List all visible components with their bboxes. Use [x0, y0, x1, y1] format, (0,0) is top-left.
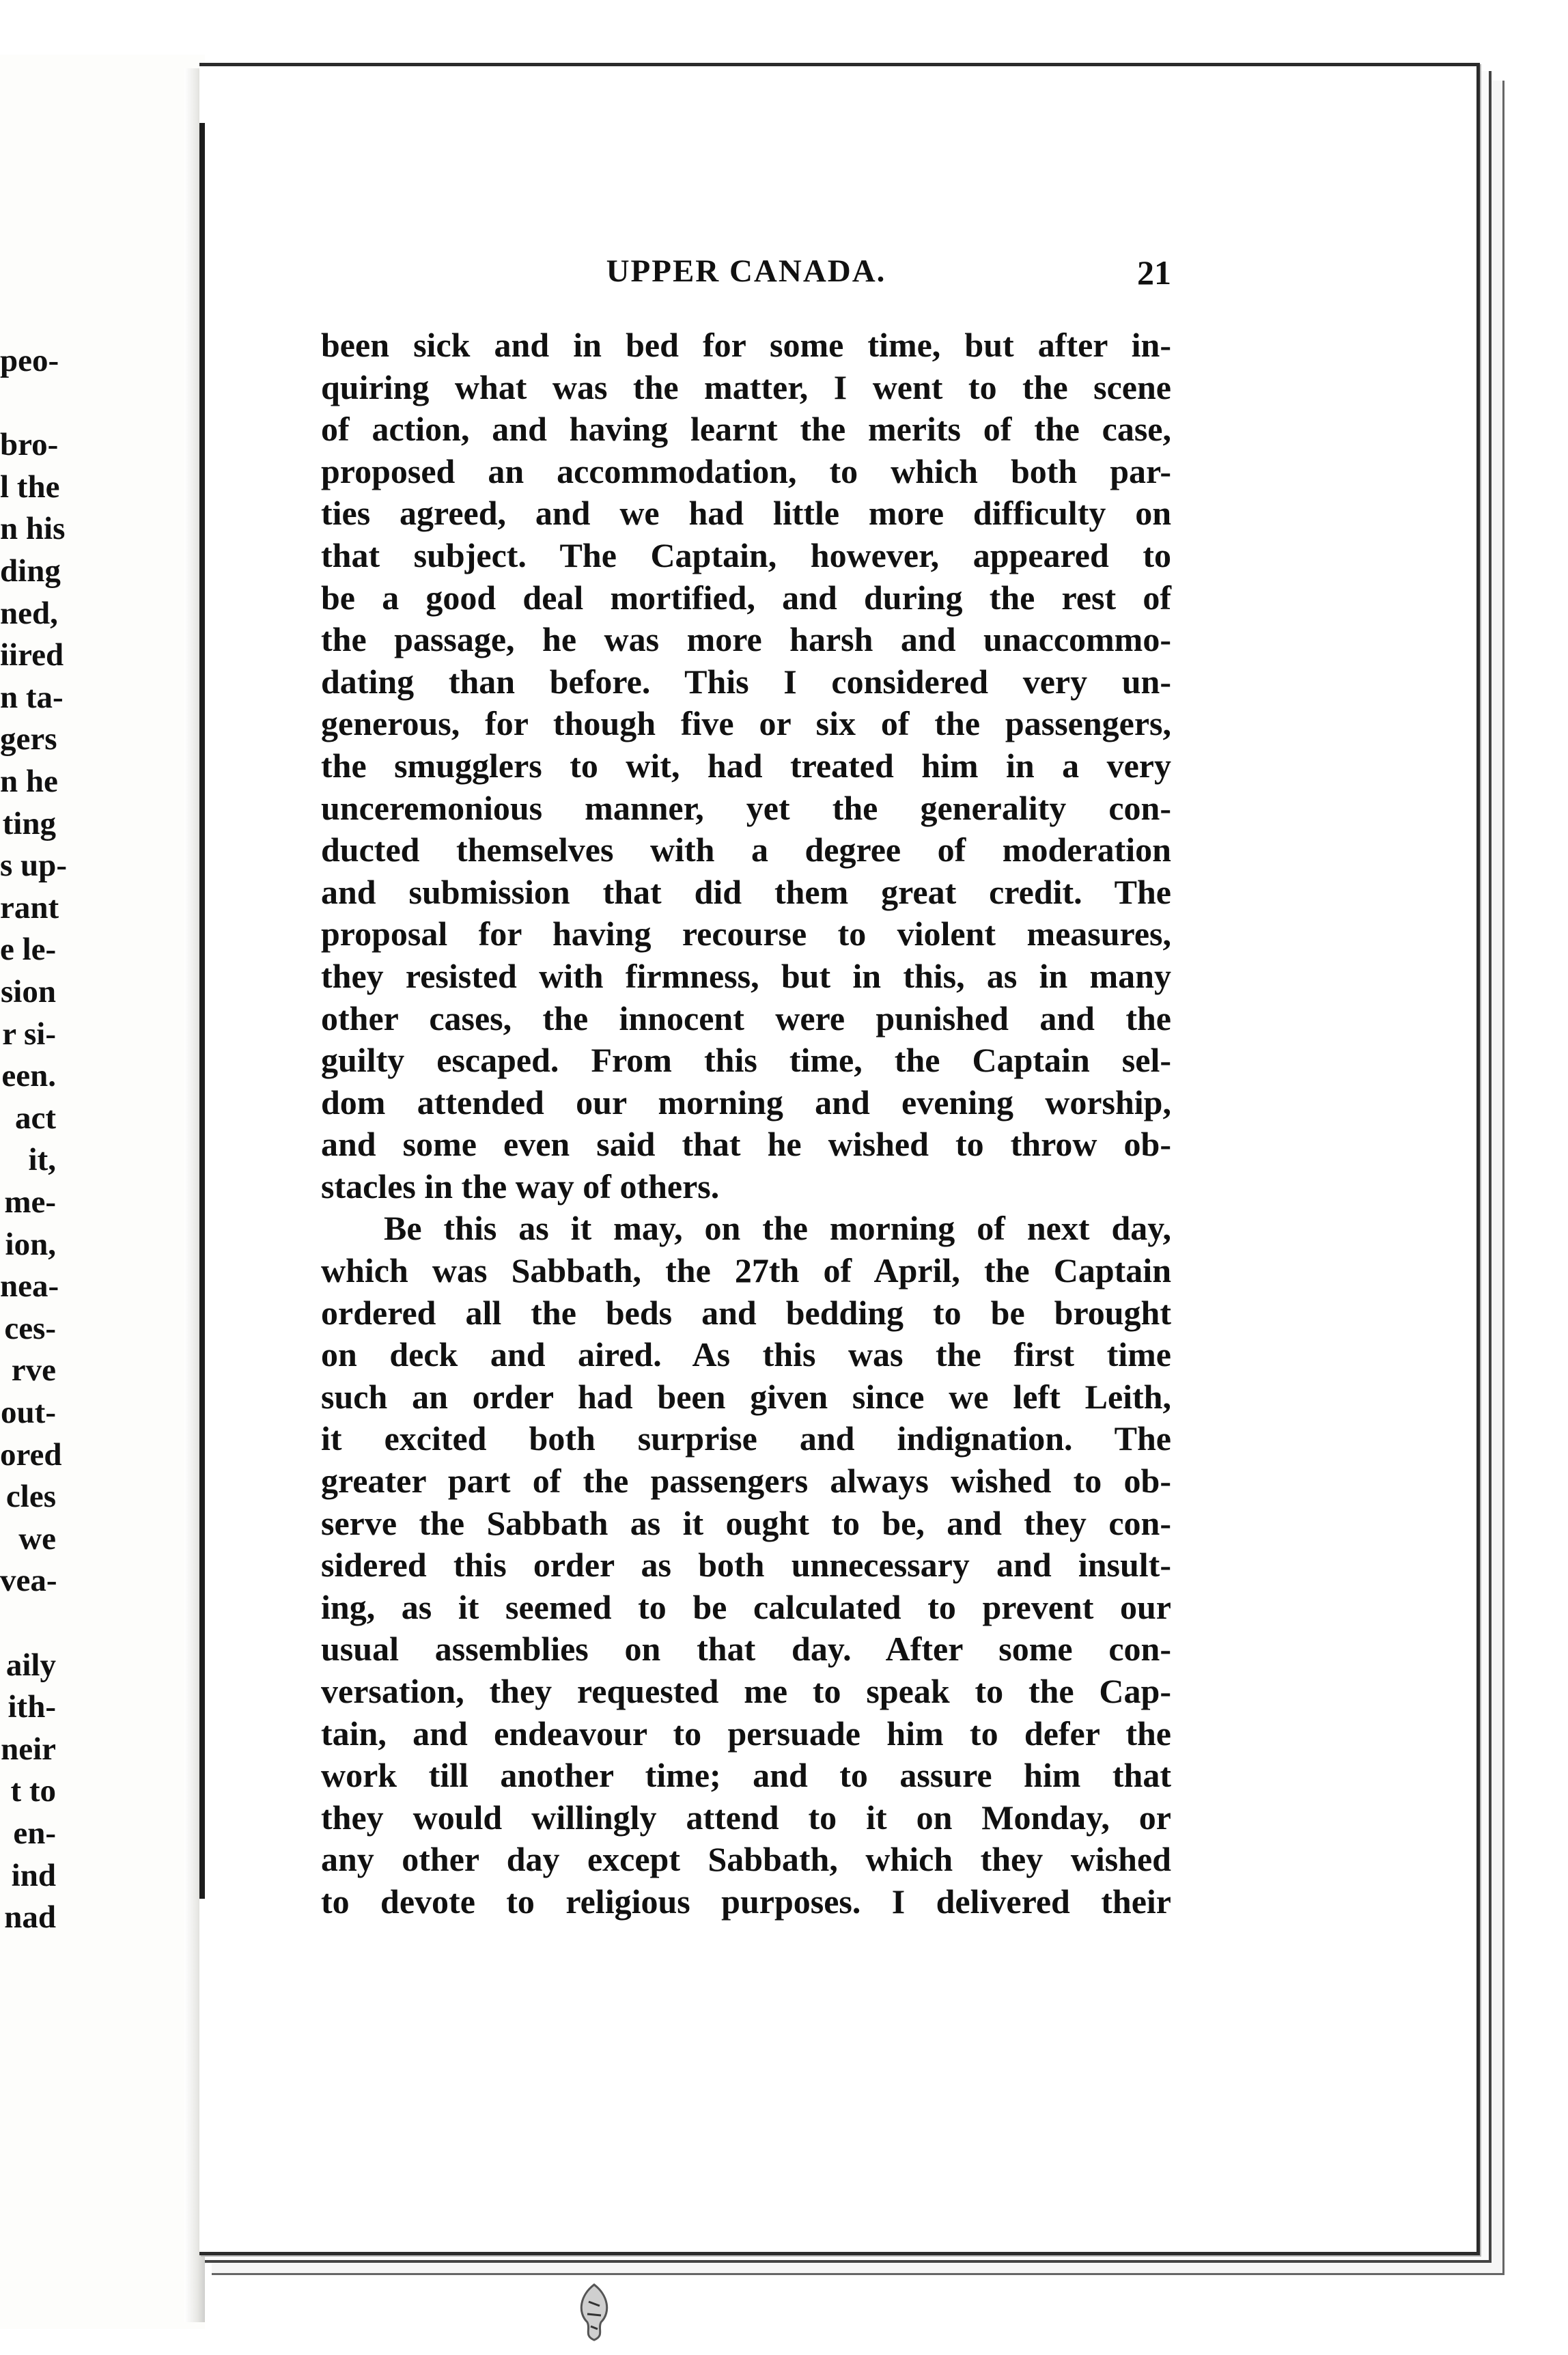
text-line: unceremonious manner, yet the generality con-: [321, 788, 1171, 827]
previous-page-fragment: ored: [0, 1436, 62, 1473]
previous-page-fragment: out-: [1, 1395, 56, 1430]
text-line: any other day except Sabbath, which they wished: [321, 1840, 1171, 1879]
body-text: [321, 324, 1171, 1923]
previous-page-fragment: ting: [2, 805, 56, 841]
previous-page-fragment: nea-: [0, 1268, 59, 1305]
previous-page-fragment: ind: [11, 1857, 56, 1893]
text-line: the smugglers to wit, had treated him in a very: [321, 746, 1171, 785]
binding-tear-mark: [574, 2281, 615, 2343]
previous-page-fragment: ion,: [5, 1226, 56, 1262]
text-line: proposal for having recourse to violent measures,: [321, 915, 1171, 953]
previous-page-fragment: neir: [1, 1731, 56, 1767]
previous-page-edge: [0, 55, 205, 2329]
text-line: be a good deal mortified, and during the rest of: [321, 578, 1171, 617]
previous-page-fragment: me-: [4, 1184, 56, 1220]
previous-page-fragment: gers: [0, 721, 57, 757]
text-line: generous, for though five or six of the passengers,: [321, 704, 1171, 743]
previous-page-fragment: s up-: [0, 848, 67, 884]
text-line: they resisted with firmness, but in this, as in many: [321, 956, 1171, 995]
text-line: which was Sabbath, the 27th of April, the Captain: [321, 1251, 1171, 1290]
text-line: dom attended our morning and evening worship,: [321, 1083, 1171, 1121]
previous-page-fragment: n ta-: [0, 679, 64, 715]
text-line: they would willingly attend to it on Monday, or: [321, 1798, 1171, 1837]
previous-page-fragment: ned,: [0, 595, 58, 631]
text-line: of action, and having learnt the merits of the case,: [321, 410, 1171, 449]
previous-page-fragment: nad: [4, 1899, 56, 1936]
previous-page-fragment: bro-: [0, 427, 59, 463]
paragraph: [321, 1208, 1171, 1923]
previous-page-fragment: act: [14, 1100, 56, 1136]
text-line: such an order had been given since we left Leith,: [321, 1377, 1171, 1416]
previous-page-fragment: een.: [1, 1058, 56, 1094]
previous-page-fragment: ith-: [8, 1689, 56, 1725]
text-line: and some even said that he wished to throw ob-: [321, 1125, 1171, 1164]
previous-page-fragment: we: [18, 1520, 56, 1557]
paragraph: [321, 324, 1171, 1208]
text-line: guilty escaped. From this time, the Captain sel-: [321, 1041, 1171, 1080]
binding-spine: [199, 123, 205, 1899]
text-line: serve the Sabbath as it ought to be, and they con-: [321, 1503, 1171, 1542]
text-line: work till another time; and to assure him that: [321, 1756, 1171, 1795]
previous-page-fragment: peo-: [0, 343, 59, 378]
page-header: [321, 253, 1171, 301]
previous-page-fragment: l the: [0, 469, 60, 505]
previous-page-fragment: cles: [5, 1479, 56, 1515]
text-line: to devote to religious purposes. I delivered their: [321, 1882, 1171, 1921]
text-line: ties agreed, and we had little more difficulty on: [321, 494, 1171, 533]
text-line: tain, and endeavour to persuade him to defer the: [321, 1714, 1171, 1753]
running-head: UPPER CANADA.: [606, 253, 886, 289]
previous-page-fragment: r si-: [2, 1016, 56, 1052]
previous-page-fragment: n his: [0, 511, 66, 547]
text-line: versation, they requested me to speak to the Cap-: [321, 1672, 1171, 1710]
text-line: that subject. The Captain, however, appeared to: [321, 535, 1171, 574]
text-line: usual assemblies on that day. After some con-: [321, 1630, 1171, 1669]
previous-page-fragment: iired: [0, 637, 64, 673]
previous-page-fragment: rve: [11, 1352, 56, 1389]
text-line: quiring what was the matter, I went to the scene: [321, 367, 1171, 406]
previous-page-fragment: ces-: [4, 1310, 56, 1346]
previous-page-fragment: it,: [28, 1142, 56, 1178]
text-line: on deck and aired. As this was the first time: [321, 1335, 1171, 1374]
text-line: proposed an accommodation, to which both par-: [321, 451, 1171, 490]
text-line: it excited both surprise and indignation. The: [321, 1419, 1171, 1458]
previous-page-fragment: e le-: [0, 932, 57, 968]
text-line: ordered all the beds and bedding to be brought: [321, 1293, 1171, 1332]
previous-page-fragment: rant: [0, 889, 59, 925]
text-line: other cases, the innocent were punished and the: [321, 999, 1171, 1037]
previous-page-fragment: en-: [13, 1815, 56, 1851]
text-line: ducted themselves with a degree of moderation: [321, 831, 1171, 869]
text-line: been sick and in bed for some time, but after in-: [321, 326, 1171, 364]
text-line: greater part of the passengers always wished to ob-: [321, 1462, 1171, 1501]
text-line: stacles in the way of others.: [321, 1167, 720, 1206]
text-line: and submission that did them great credit. The: [321, 872, 1171, 911]
previous-page-fragment: n he: [0, 764, 58, 799]
page-number: 21: [1137, 253, 1171, 292]
text-line: Be this as it may, on the morning of next day,: [384, 1209, 1171, 1248]
text-line: ing, as it seemed to be calculated to prevent our: [321, 1587, 1171, 1626]
previous-page-fragment: vea-: [0, 1563, 57, 1599]
text-line: the passage, he was more harsh and unaccommo-: [321, 620, 1171, 659]
previous-page-fragment: t to: [10, 1773, 56, 1809]
previous-page-fragment: ding: [0, 553, 61, 589]
previous-page-fragment: sion: [1, 974, 56, 1009]
text-line: dating than before. This I considered very un-: [321, 662, 1171, 701]
previous-page-fragment: aily: [5, 1647, 56, 1683]
text-line: sidered this order as both unnecessary and insult-: [321, 1546, 1171, 1585]
